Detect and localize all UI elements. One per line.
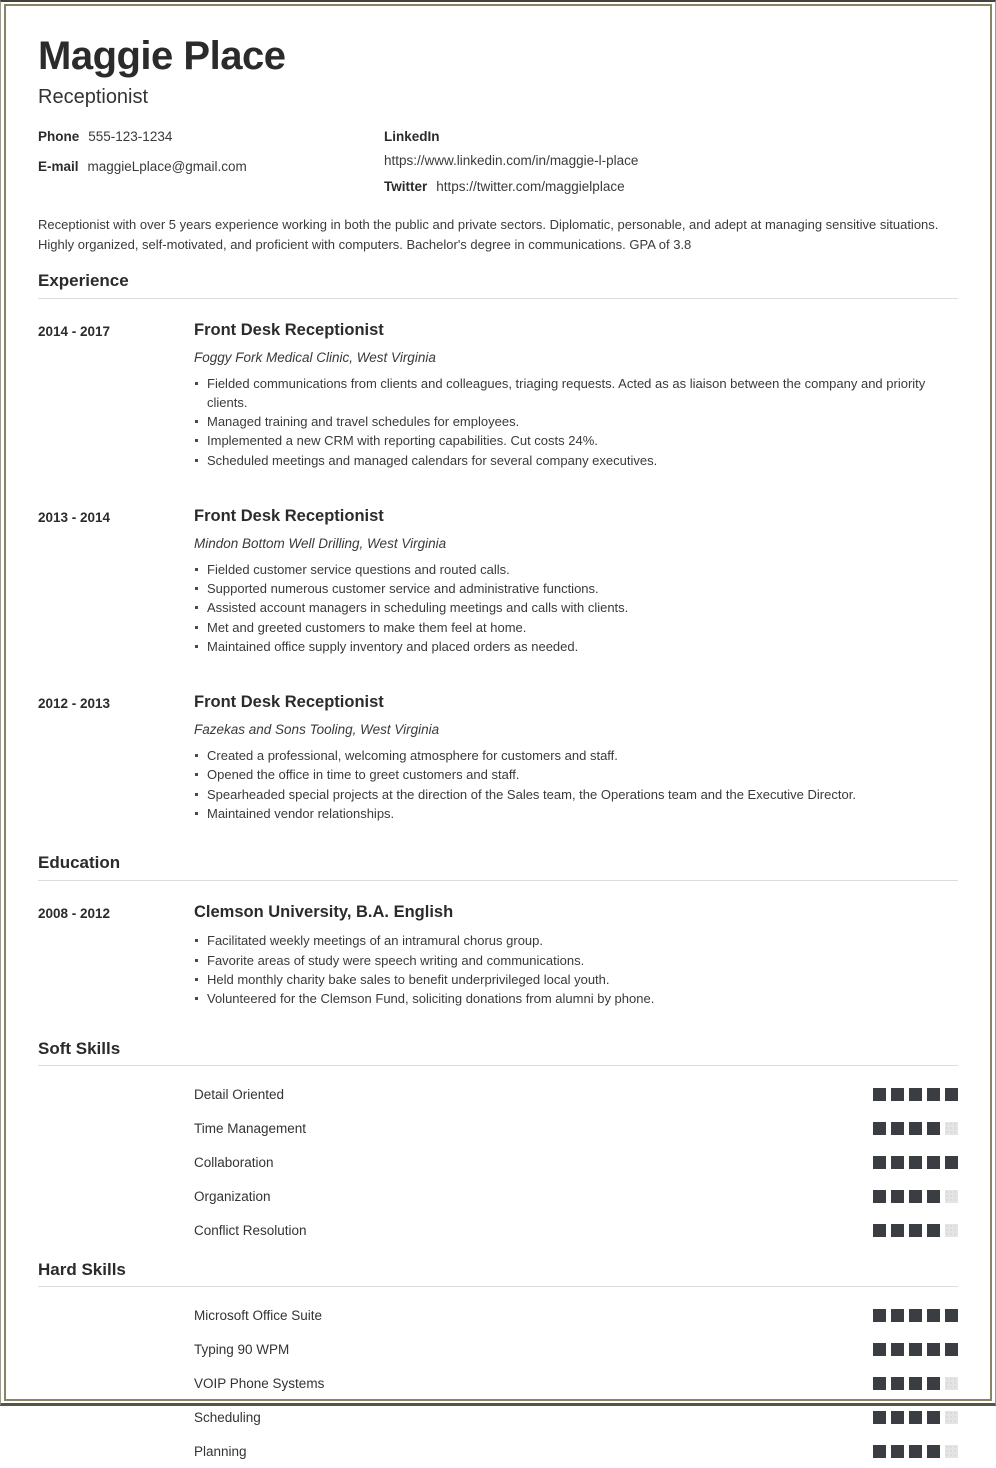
resume-content	[1, 2, 995, 1468]
entry-body	[194, 321, 958, 470]
entry-body	[194, 693, 958, 823]
linkedin-url: https://www.linkedin.com/in/maggie-l-place	[384, 152, 639, 168]
skill-square	[945, 1309, 958, 1322]
skill-square	[927, 1156, 940, 1169]
email-label: E-mail	[38, 158, 79, 174]
skill-row	[38, 1298, 958, 1332]
professional-summary: Receptionist with over 5 years experience working in both the public and private sectors. Diplomatic, personable, and adept at managing sensitive situations. Highly organized, self-motivated, and proficient with computers. Bachelor's degree in communications. GPA of 3.8	[38, 217, 939, 252]
person-job-title: Receptionist	[38, 85, 149, 108]
experience-entry	[38, 693, 958, 823]
skill-level-indicator	[873, 1445, 958, 1458]
skill-square	[945, 1343, 958, 1356]
contact-column-right	[384, 129, 958, 210]
bullet-item: Facilitated weekly meetings of an intramural chorus group.	[194, 931, 958, 950]
skill-square	[927, 1377, 940, 1390]
skill-square	[891, 1309, 904, 1322]
skill-label: Microsoft Office Suite	[194, 1307, 323, 1323]
twitter-label: Twitter	[384, 179, 428, 195]
skill-square	[909, 1343, 922, 1356]
skill-square	[945, 1190, 958, 1203]
skill-row	[38, 1400, 958, 1434]
phone-label: Phone	[38, 128, 80, 144]
person-name: Maggie Place	[38, 34, 286, 78]
skill-row	[38, 1145, 958, 1179]
skill-square	[945, 1224, 958, 1237]
skill-square	[909, 1224, 922, 1237]
phone-value: 555-123-1234	[88, 128, 173, 144]
skill-square	[909, 1445, 922, 1458]
bullet-item: Maintained vendor relationships.	[194, 804, 958, 823]
skill-square	[873, 1156, 886, 1169]
twitter-url: https://twitter.com/maggielplace	[436, 179, 625, 195]
skill-square	[891, 1411, 904, 1424]
experience-entry	[38, 321, 958, 470]
skill-square	[873, 1190, 886, 1203]
hard-skills-heading: Hard Skills	[38, 1260, 126, 1280]
bullet-item: Favorite areas of study were speech writing and communications.	[194, 951, 958, 970]
skill-row	[38, 1332, 958, 1366]
skill-square	[927, 1122, 940, 1135]
skill-square	[873, 1088, 886, 1101]
bullet-item: Maintained office supply inventory and placed orders as needed.	[194, 637, 958, 656]
entry-title: Clemson University, B.A. English	[194, 902, 454, 921]
experience-heading: Experience	[38, 271, 129, 291]
experience-section	[38, 271, 958, 823]
entry-company: Fazekas and Sons Tooling, West Virginia	[194, 722, 440, 738]
skill-square	[873, 1309, 886, 1322]
entry-bullets	[194, 560, 958, 656]
skill-square	[945, 1088, 958, 1101]
skill-level-indicator	[873, 1411, 958, 1424]
bullet-item: Supported numerous customer service and administrative functions.	[194, 579, 958, 598]
skill-square	[891, 1224, 904, 1237]
bullet-item: Opened the office in time to greet customers and staff.	[194, 765, 958, 784]
skill-label: Scheduling	[194, 1409, 261, 1425]
section-divider	[38, 298, 958, 299]
hard-skills-section	[38, 1260, 958, 1468]
skill-row	[38, 1366, 958, 1400]
linkedin-label: LinkedIn	[384, 128, 440, 144]
bullet-item: Fielded communications from clients and colleagues, triaging requests. Acted as as liaison between the company and priority clients.	[194, 374, 958, 413]
skill-square	[873, 1343, 886, 1356]
skill-square	[891, 1122, 904, 1135]
skill-level-indicator	[873, 1190, 958, 1203]
skill-level-indicator	[873, 1224, 958, 1237]
skill-label: Time Management	[194, 1120, 307, 1136]
skill-square	[909, 1122, 922, 1135]
skill-level-indicator	[873, 1122, 958, 1135]
education-section	[38, 853, 958, 1008]
skill-square	[891, 1445, 904, 1458]
skill-label: Typing 90 WPM	[194, 1341, 290, 1357]
skill-square	[909, 1190, 922, 1203]
section-divider	[38, 880, 958, 881]
soft-skill-rows	[38, 1077, 958, 1247]
entry-title: Front Desk Receptionist	[194, 507, 384, 526]
education-entries	[38, 903, 958, 1009]
hard-skill-rows	[38, 1298, 958, 1468]
contact-phone-row	[38, 129, 384, 145]
education-heading: Education	[38, 853, 121, 873]
section-divider	[38, 1286, 958, 1287]
bullet-item: Scheduled meetings and managed calendars for several company executives.	[194, 451, 958, 470]
skill-square	[927, 1190, 940, 1203]
skill-square	[891, 1156, 904, 1169]
skill-square	[909, 1411, 922, 1424]
contact-info	[38, 129, 958, 210]
entry-company: Foggy Fork Medical Clinic, West Virginia	[194, 349, 436, 365]
skill-level-indicator	[873, 1343, 958, 1356]
email-value: maggieLplace@gmail.com	[87, 158, 247, 174]
skill-square	[909, 1088, 922, 1101]
skill-label: Organization	[194, 1188, 271, 1204]
entry-bullets	[194, 746, 958, 823]
skill-label: Conflict Resolution	[194, 1222, 307, 1238]
skill-square	[873, 1411, 886, 1424]
experience-entries	[38, 321, 958, 824]
skill-label: Detail Oriented	[194, 1086, 285, 1102]
soft-skills-section	[38, 1039, 958, 1247]
skill-square	[909, 1309, 922, 1322]
bullet-item: Fielded customer service questions and routed calls.	[194, 560, 958, 579]
skill-square	[927, 1088, 940, 1101]
skill-label: Collaboration	[194, 1154, 274, 1170]
skill-square	[945, 1377, 958, 1390]
section-divider	[38, 1065, 958, 1066]
skill-label: VOIP Phone Systems	[194, 1375, 325, 1391]
skill-level-indicator	[873, 1088, 958, 1101]
skill-square	[927, 1224, 940, 1237]
skill-square	[945, 1156, 958, 1169]
contact-column-left	[38, 129, 384, 210]
bullet-item: Created a professional, welcoming atmosphere for customers and staff.	[194, 746, 958, 765]
entry-body	[194, 903, 958, 1009]
skill-level-indicator	[873, 1156, 958, 1169]
entry-dates: 2012 - 2013	[38, 696, 111, 712]
skill-square	[873, 1377, 886, 1390]
skill-row	[38, 1434, 958, 1468]
entry-title: Front Desk Receptionist	[194, 693, 384, 712]
skill-label: Planning	[194, 1443, 247, 1459]
skill-square	[909, 1377, 922, 1390]
bullet-item: Implemented a new CRM with reporting capabilities. Cut costs 24%.	[194, 431, 958, 450]
skill-row	[38, 1111, 958, 1145]
education-entry	[38, 903, 958, 1009]
skill-square	[945, 1411, 958, 1424]
skill-row	[38, 1077, 958, 1111]
skill-square	[891, 1088, 904, 1101]
contact-linkedin-row	[384, 129, 958, 169]
experience-entry	[38, 507, 958, 656]
skill-square	[909, 1156, 922, 1169]
bullet-item: Spearheaded special projects at the direction of the Sales team, the Operations team and the Executive Director.	[194, 785, 958, 804]
entry-company: Mindon Bottom Well Drilling, West Virginia	[194, 535, 447, 551]
skill-square	[927, 1445, 940, 1458]
skill-square	[891, 1343, 904, 1356]
skill-square	[891, 1377, 904, 1390]
skill-square	[927, 1343, 940, 1356]
entry-bullets	[194, 931, 958, 1008]
skill-square	[945, 1122, 958, 1135]
bullet-item: Managed training and travel schedules for employees.	[194, 412, 958, 431]
bullet-item: Assisted account managers in scheduling meetings and calls with clients.	[194, 598, 958, 617]
skill-square	[927, 1309, 940, 1322]
contact-email-row	[38, 159, 384, 175]
bullet-item: Volunteered for the Clemson Fund, soliciting donations from alumni by phone.	[194, 989, 958, 1008]
skill-square	[873, 1122, 886, 1135]
soft-skills-heading: Soft Skills	[38, 1038, 121, 1058]
skill-square	[873, 1224, 886, 1237]
skill-square	[891, 1190, 904, 1203]
contact-twitter-row	[384, 179, 958, 195]
bullet-item: Met and greeted customers to make them feel at home.	[194, 618, 958, 637]
entry-dates: 2014 - 2017	[38, 323, 111, 339]
entry-bullets	[194, 374, 958, 470]
entry-dates: 2013 - 2014	[38, 510, 111, 526]
skill-square	[945, 1445, 958, 1458]
entry-body	[194, 507, 958, 656]
skill-row	[38, 1179, 958, 1213]
skill-row	[38, 1213, 958, 1247]
skill-level-indicator	[873, 1377, 958, 1390]
bullet-item: Held monthly charity bake sales to benefit underprivileged local youth.	[194, 970, 958, 989]
entry-dates: 2008 - 2012	[38, 905, 111, 921]
skill-level-indicator	[873, 1309, 958, 1322]
skill-square	[873, 1445, 886, 1458]
skill-square	[927, 1411, 940, 1424]
entry-title: Front Desk Receptionist	[194, 320, 384, 339]
